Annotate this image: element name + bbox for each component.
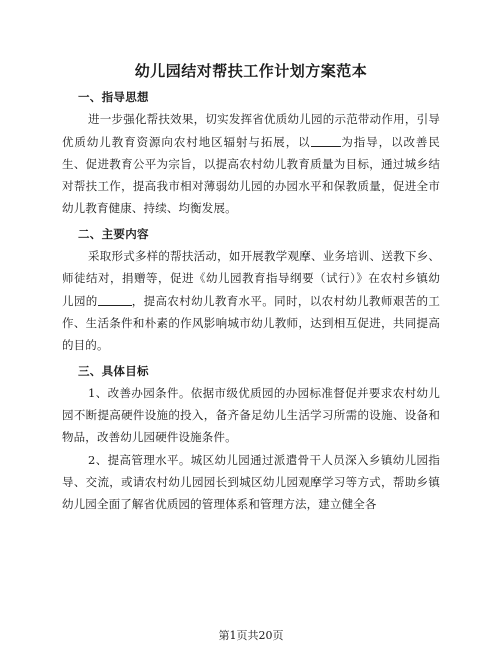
section-heading-guiding-ideology: 一、指导思想	[78, 90, 149, 104]
paragraph-guiding-ideology	[62, 108, 440, 219]
document-title: 幼儿园结对帮扶工作计划方案范本	[134, 62, 368, 80]
document-body	[62, 86, 440, 516]
page-number: 第1页共20页	[218, 629, 284, 642]
blank-underline	[311, 135, 341, 147]
paragraph-main-content	[62, 245, 440, 356]
text-segment: ，提高农村幼儿教育水平。同时，以农村幼儿教师艰苦的工作、生活条件和朴素的作风影响城市幼儿教师，达到相互促进，共同提高的目的。	[62, 293, 440, 353]
blank-underline	[98, 294, 132, 306]
paragraph-goal-1: 1、改善办园条件。依据市级优质园的办园标准督促并要求农村幼儿园不断提高硬件设施的投入，备齐备足幼儿生活学习所需的设施、设备和物品，改善幼儿园硬件设施条件。	[62, 385, 440, 445]
section-heading-main-content: 二、主要内容	[78, 226, 149, 241]
paragraph-goal-2: 2、提高管理水平。城区幼儿园通过派遣骨干人员深入乡镇幼儿园指导、交流，或请农村幼儿园园长到城区幼儿园观摩学习等方式，帮助乡镇幼儿园全面了解省优质园的管理体系和管理方法，建立健全各	[62, 452, 440, 512]
text-segment: 进一步强化帮扶效果，切实发挥省优质幼儿园的示范带动作用，引导优质幼儿教育资源向农村地区辐射与拓展，以	[62, 112, 440, 149]
text-segment: 采取形式多样的帮扶活动，如开展教学观摩、业务培训、送教下乡、师徒结对，捐赠等，促进《幼儿园教育指导纲要（试行）》在农村乡镇幼儿园的	[62, 249, 440, 308]
section-heading-specific-goals: 三、具体目标	[78, 363, 149, 378]
text-segment: 为指导，以改善民生、促进教育公平为宗旨，以提高农村幼儿教育质量为目标，通过城乡结对帮扶工作，提高我市相对薄弱幼儿园的办园水平和保教质量，促进全市幼儿教育健康、持续、均衡发展。	[62, 134, 441, 216]
